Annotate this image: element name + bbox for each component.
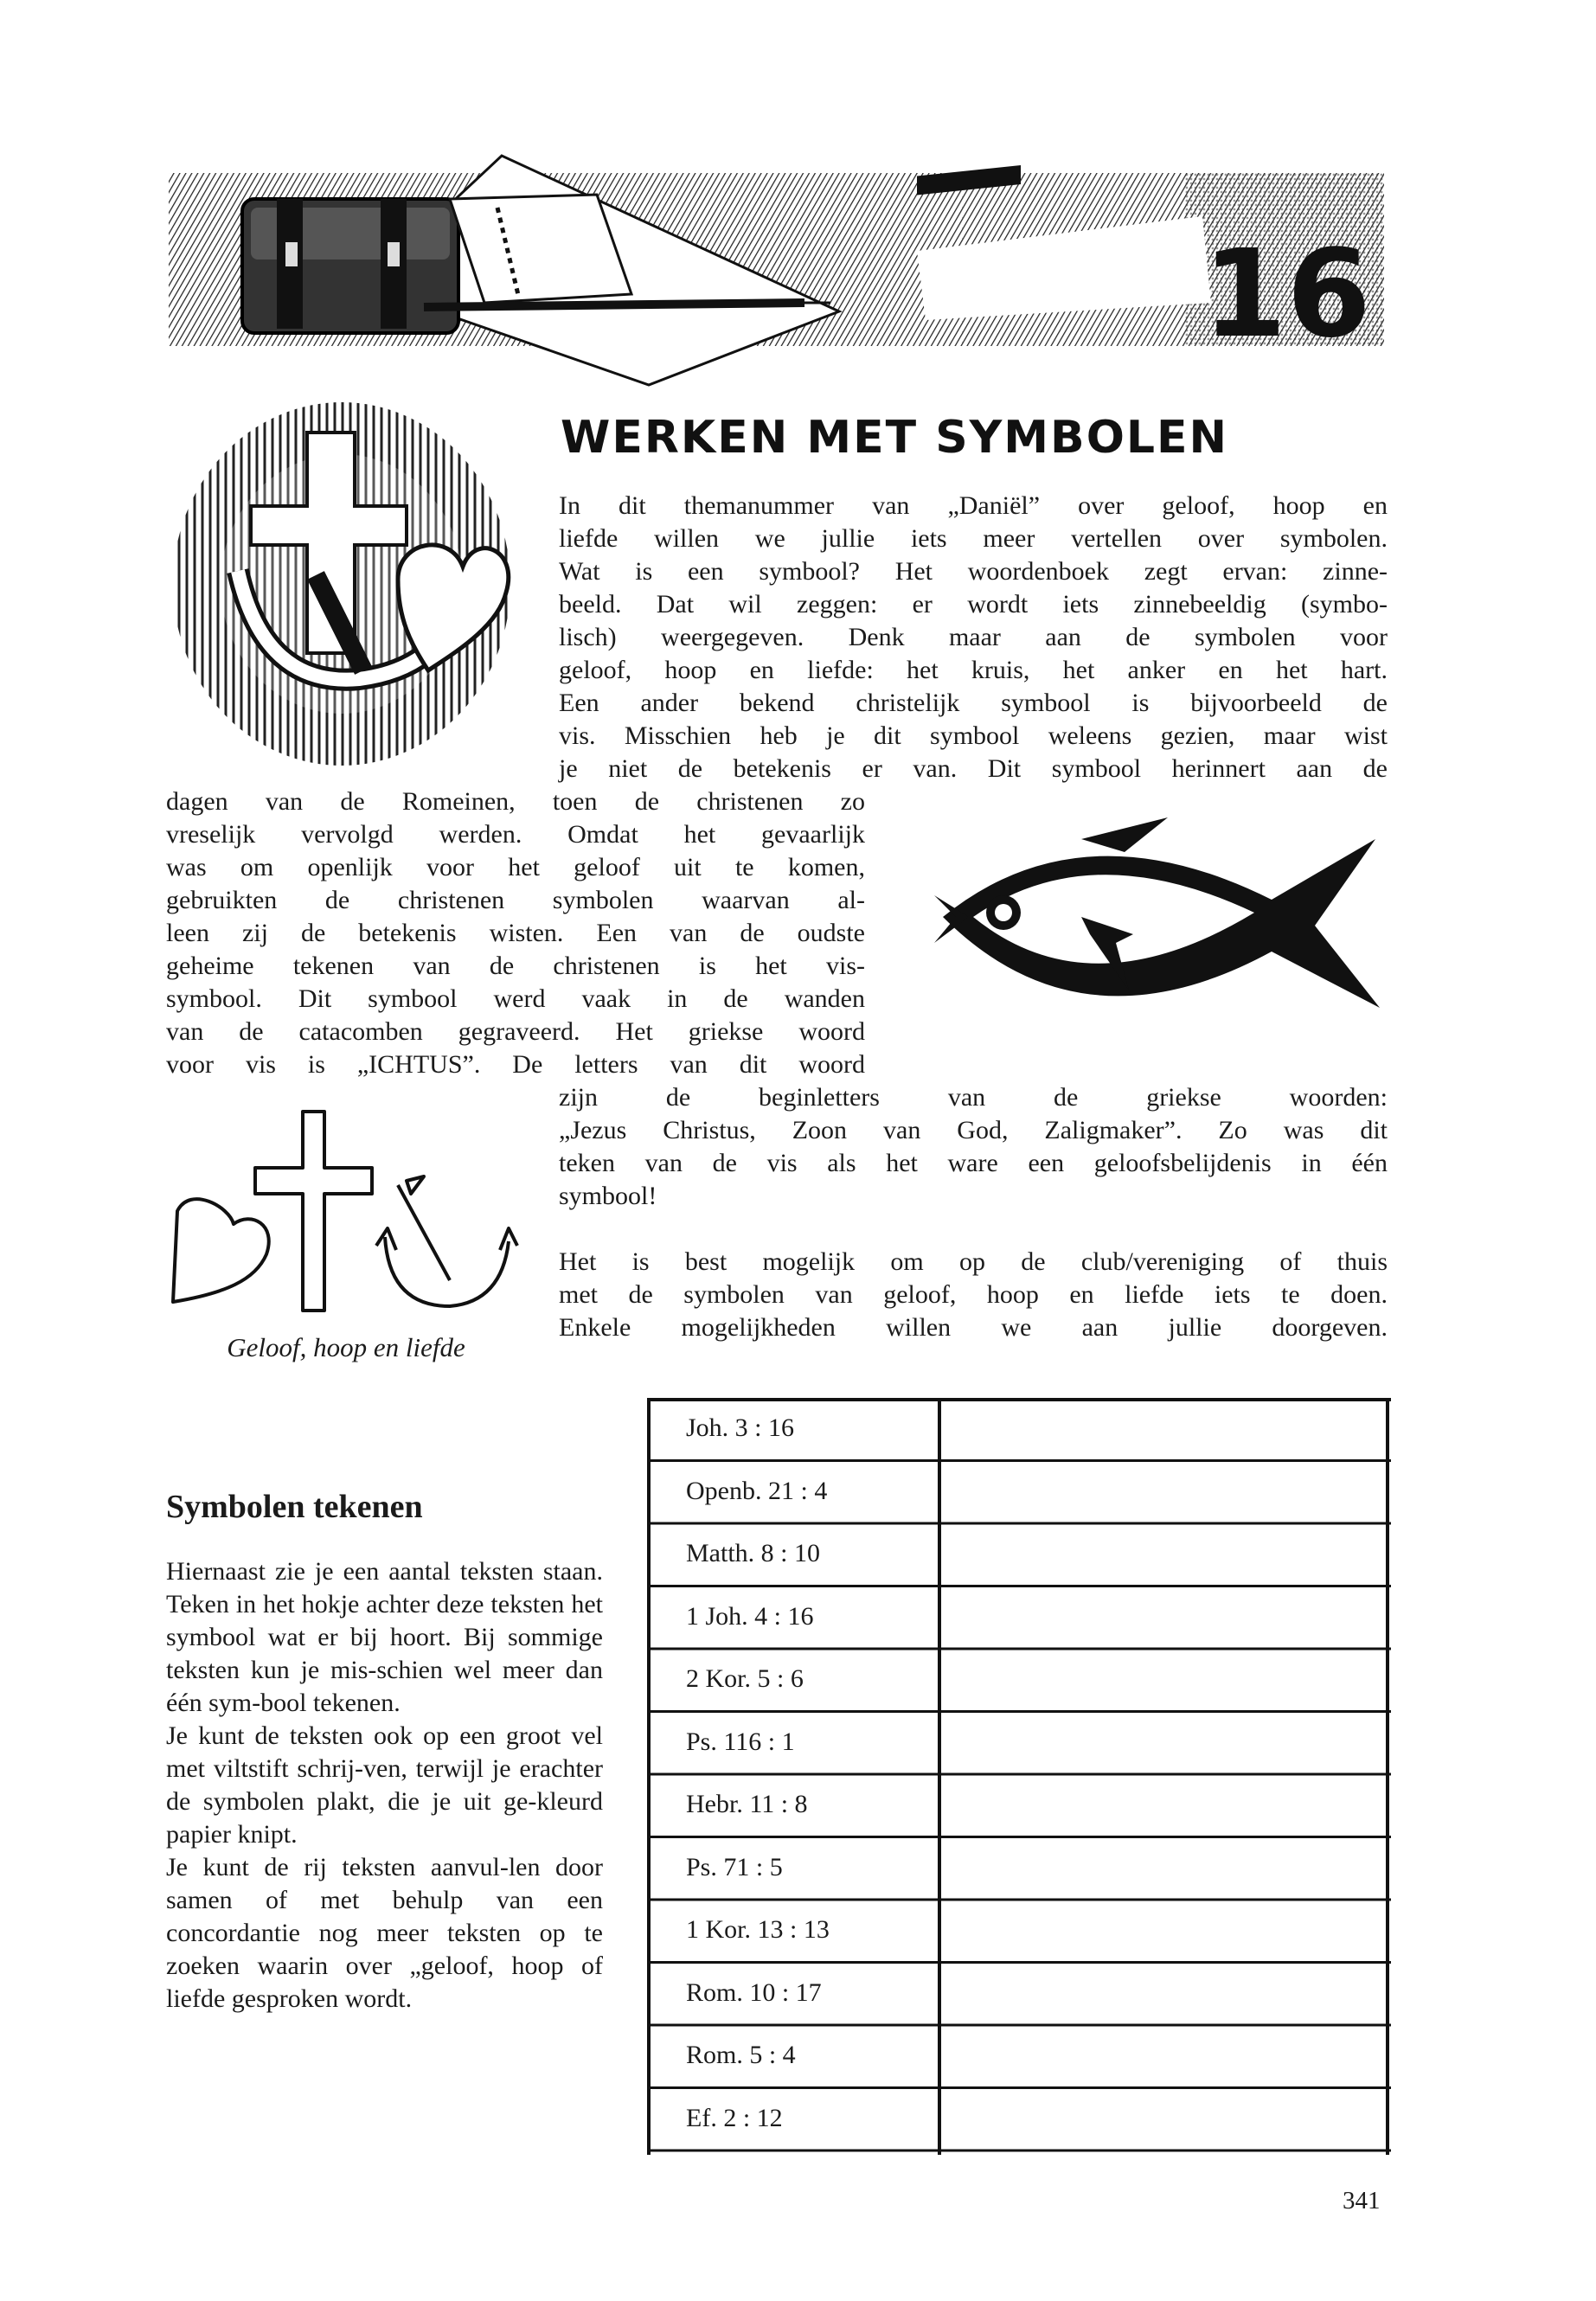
intro-line: je niet de betekenis er van. Dit symbool herinnert aan de xyxy=(559,754,1388,783)
verse-reference: Matth. 8 : 10 xyxy=(686,1539,820,1567)
symbol-drawing-box[interactable] xyxy=(945,1527,1382,1585)
fish-symbol-illustration xyxy=(908,804,1384,1038)
section-heading: Symbolen tekenen xyxy=(166,1489,423,1525)
ichtus-line: teken van de vis als het ware een geloofsbelijdenis in één xyxy=(559,1149,1388,1177)
ichtus-line: zijn de beginletters van de griekse woorden: xyxy=(559,1083,1388,1112)
club-line: Het is best mogelijk om op de club/vereniging of thuis xyxy=(559,1247,1388,1276)
page-number: 341 xyxy=(1343,2187,1381,2214)
intro-line: liefde willen we jullie iets meer vertellen over symbolen. xyxy=(559,524,1388,553)
symbol-drawing-box[interactable] xyxy=(945,1778,1382,1836)
verse-reference: Ef. 2 : 12 xyxy=(686,2103,783,2132)
verse-reference: Hebr. 11 : 8 xyxy=(686,1790,808,1818)
roman-line: geheime tekenen van de christenen is het vis- xyxy=(166,952,865,980)
heart-cross-anchor-sketch xyxy=(164,1107,528,1332)
roman-line: gebruikten de christenen symbolen waarvan al- xyxy=(166,886,865,914)
intro-line: Wat is een symbool? Het woordenboek zegt ervan: zinne- xyxy=(559,557,1388,586)
instruction-paragraph: Hiernaast zie je een aantal teksten staan. Teken in het hokje achter deze teksten het symbool wat er bij hoort. Bij sommige teksten kun je mis-schien wel meer dan één sym-bool tekenen. xyxy=(166,1557,603,1717)
roman-line: voor vis is „ICHTUS”. De letters van dit woord xyxy=(166,1050,865,1079)
roman-line: leen zij de betekenis wisten. Een van de oudste xyxy=(166,919,865,947)
symbol-drawing-box[interactable] xyxy=(945,1715,1382,1773)
verse-reference: Ps. 116 : 1 xyxy=(686,1727,795,1756)
header-banner-illustration xyxy=(164,147,1393,398)
verse-table xyxy=(647,1398,1391,2155)
page-title: WERKEN MET SYMBOLEN xyxy=(561,412,1229,464)
club-line: Enkele mogelijkheden willen we aan jullie doorgeven. xyxy=(559,1313,1388,1342)
intro-line: lisch) weergegeven. Denk maar aan de symbolen voor xyxy=(559,623,1388,651)
symbol-drawing-box[interactable] xyxy=(945,1401,1382,1459)
ichtus-paragraph xyxy=(559,1081,1388,1213)
intro-line: In dit themanummer van „Daniël” over geloof, hoop en xyxy=(559,491,1388,520)
instruction-paragraph: Je kunt de rij teksten aanvul-len door samen of met behulp van een concordantie nog meer teksten op te zoeken waarin over „geloof, hoop of liefde gesproken wordt. xyxy=(166,1853,603,2013)
intro-paragraph xyxy=(559,490,1388,785)
intro-line: Een ander bekend christelijk symbool is bijvoorbeeld de xyxy=(559,689,1388,717)
symbol-drawing-box[interactable] xyxy=(945,2092,1382,2150)
verse-reference: Ps. 71 : 5 xyxy=(686,1852,783,1881)
ichtus-line: „Jezus Christus, Zoon van God, Zaligmaker”. Zo was dit xyxy=(559,1116,1388,1144)
symbol-drawing-box[interactable] xyxy=(945,1590,1382,1648)
symbol-drawing-box[interactable] xyxy=(945,1652,1382,1710)
faith-hope-love-emblem xyxy=(169,394,523,774)
illustration-caption: Geloof, hoop en liefde xyxy=(227,1332,465,1362)
instruction-paragraph: Je kunt de teksten ook op een groot vel met viltstift schrij-ven, terwijl je erachter de symbolen plakt, die je uit ge-kleurd papier knipt. xyxy=(166,1721,603,1849)
roman-line: vreselijk vervolgd werden. Omdat het gevaarlijk xyxy=(166,820,865,849)
verse-reference: 1 Kor. 13 : 13 xyxy=(686,1915,830,1944)
issue-number: 16 xyxy=(1202,224,1371,365)
verse-reference: Rom. 5 : 4 xyxy=(686,2041,796,2069)
roman-line: symbool. Dit symbool werd vaak in de wanden xyxy=(166,984,865,1013)
roman-line: van de catacomben gegraveerd. Het griekse woord xyxy=(166,1017,865,1046)
symbol-drawing-box[interactable] xyxy=(945,1465,1382,1522)
section-instructions xyxy=(166,1555,603,2016)
verse-reference: 2 Kor. 5 : 6 xyxy=(686,1664,804,1693)
verse-reference: Joh. 3 : 16 xyxy=(686,1413,795,1442)
verse-reference: 1 Joh. 4 : 16 xyxy=(686,1601,814,1631)
anchor-sketch-icon xyxy=(398,1185,450,1280)
symbol-drawing-box[interactable] xyxy=(945,1841,1382,1899)
club-line: met de symbolen van geloof, hoop en liefde iets te doen. xyxy=(559,1280,1388,1309)
symbol-drawing-box[interactable] xyxy=(945,1966,1382,2024)
heart-sketch-icon xyxy=(173,1199,269,1302)
verse-reference: Openb. 21 : 4 xyxy=(686,1476,828,1505)
intro-line: vis. Misschien heb je dit symbool weleens gezien, maar wist xyxy=(559,721,1388,750)
ichtus-line: symbool! xyxy=(559,1182,657,1210)
verse-reference: Rom. 10 : 17 xyxy=(686,1977,822,2007)
roman-line: dagen van de Romeinen, toen de christenen zo xyxy=(166,787,865,816)
cross-sketch-icon xyxy=(255,1112,372,1311)
club-paragraph xyxy=(559,1246,1388,1344)
symbol-drawing-box[interactable] xyxy=(945,1903,1382,1961)
symbol-drawing-box[interactable] xyxy=(945,2029,1382,2086)
intro-line: geloof, hoop en liefde: het kruis, het anker en het hart. xyxy=(559,656,1388,684)
intro-line: beeld. Dat wil zeggen: er wordt iets zinnebeeldig (symbo- xyxy=(559,590,1388,619)
roman-paragraph xyxy=(166,785,865,1081)
roman-line: was om openlijk voor het geloof uit te komen, xyxy=(166,853,865,881)
